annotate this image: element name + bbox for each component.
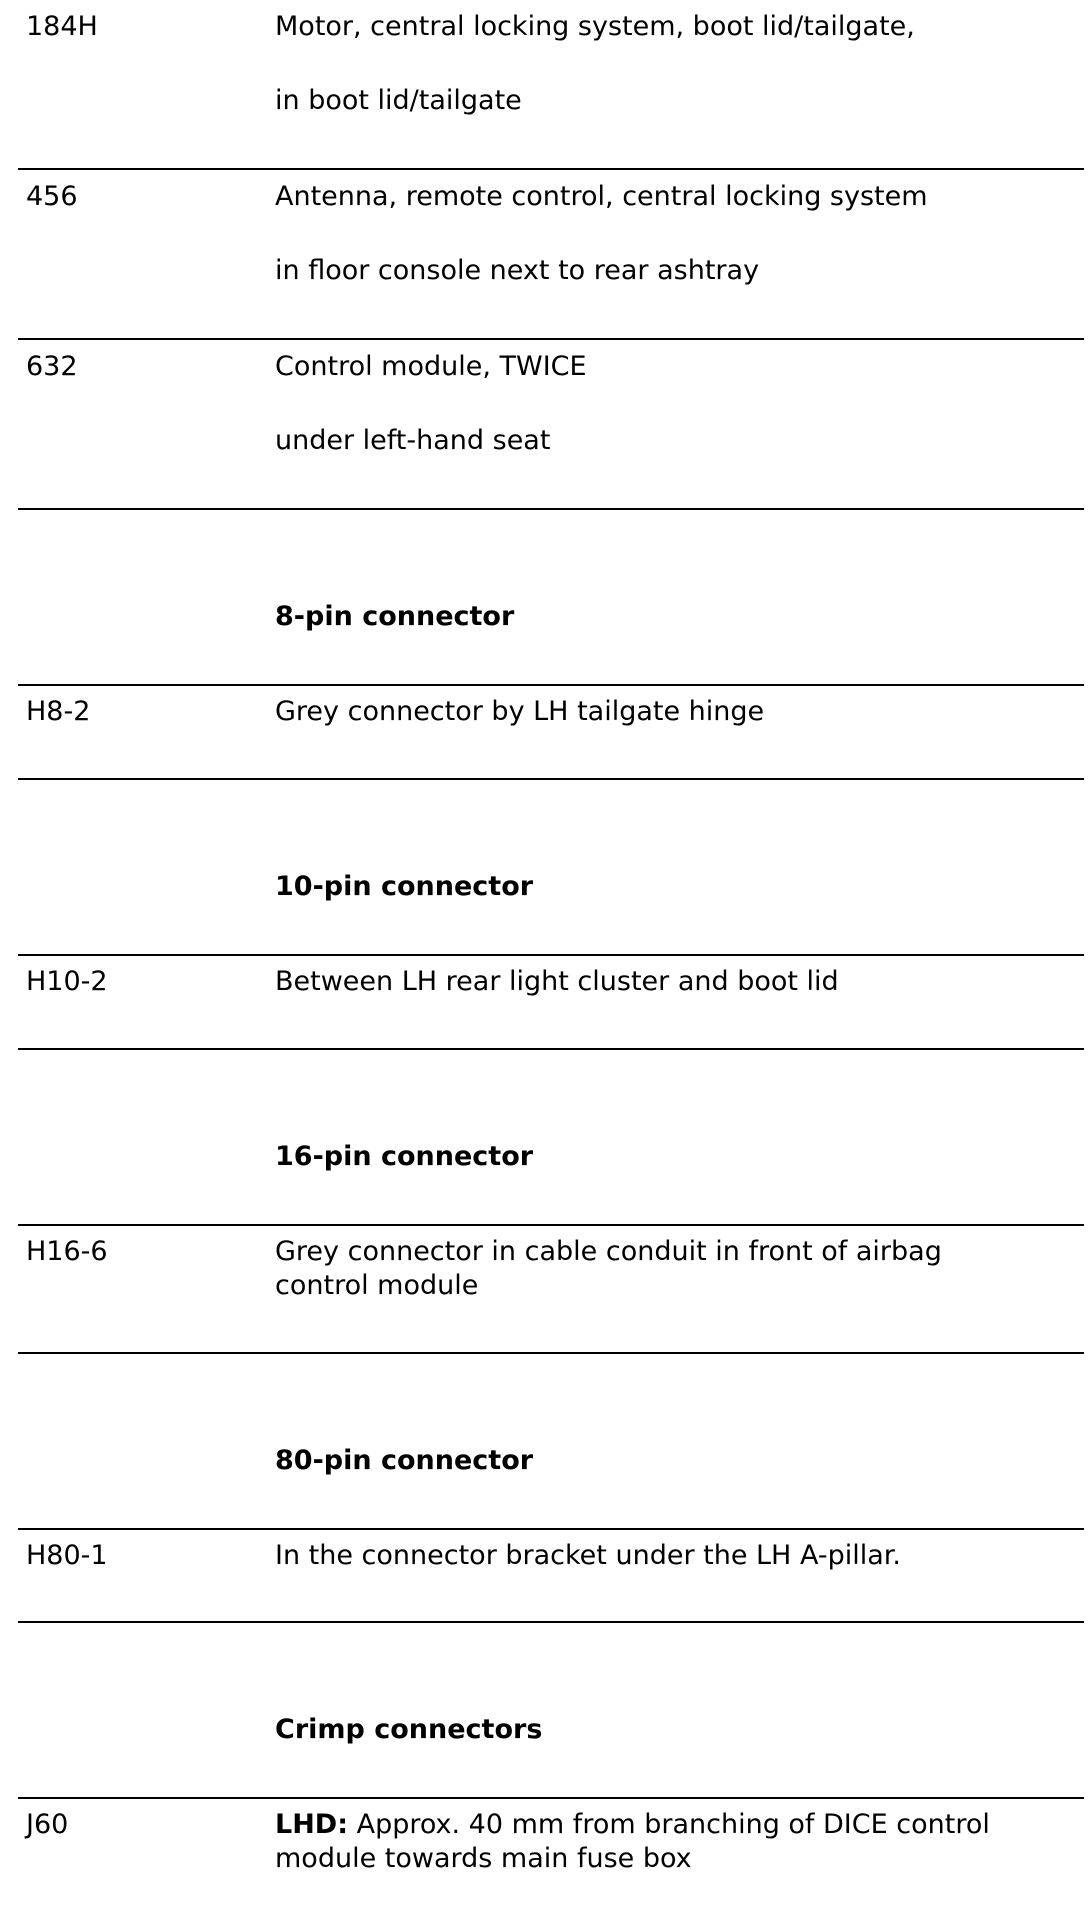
connector-location: Between LH rear light cluster and boot lid xyxy=(275,966,839,997)
section-heading-row xyxy=(18,1444,1084,1484)
connector-location xyxy=(275,1808,1055,1876)
row-divider xyxy=(18,778,1084,780)
connector-location: Grey connector by LH tailgate hinge xyxy=(275,696,765,727)
row-divider xyxy=(18,338,1084,340)
connector-code: H10-2 xyxy=(26,966,108,997)
section-heading-row xyxy=(18,1713,1084,1753)
component-description: Motor, central locking system, boot lid/tailgate, xyxy=(275,11,915,42)
table-row xyxy=(18,965,1084,1035)
section-heading: 16-pin connector xyxy=(275,1141,534,1172)
component-code: 184H xyxy=(26,11,98,42)
row-divider xyxy=(18,1048,1084,1050)
component-location: under left-hand seat xyxy=(275,425,551,456)
section-heading: Crimp connectors xyxy=(275,1714,543,1745)
table-row xyxy=(18,350,1084,500)
connector-code: J60 xyxy=(26,1809,69,1840)
section-heading: 10-pin connector xyxy=(275,871,534,902)
component-code: 456 xyxy=(26,181,78,212)
component-description: Control module, TWICE xyxy=(275,351,587,382)
table-row xyxy=(18,695,1084,765)
lhd-label: LHD: xyxy=(275,1809,349,1840)
section-heading: 80-pin connector xyxy=(275,1445,534,1476)
connector-code: H16-6 xyxy=(26,1236,108,1267)
section-heading-row xyxy=(18,600,1084,640)
row-divider xyxy=(18,1352,1084,1354)
connector-location: In the connector bracket under the LH A-pillar. xyxy=(275,1540,901,1571)
connector-code: H8-2 xyxy=(26,696,91,727)
component-description: Antenna, remote control, central locking system xyxy=(275,181,928,212)
row-divider xyxy=(18,684,1084,686)
row-divider xyxy=(18,1797,1084,1799)
connector-code: H80-1 xyxy=(26,1540,108,1571)
row-divider xyxy=(18,508,1084,510)
table-row xyxy=(18,1539,1084,1609)
table-row xyxy=(18,180,1084,330)
table-row xyxy=(18,1235,1084,1335)
component-location: in floor console next to rear ashtray xyxy=(275,255,760,286)
component-location: in boot lid/tailgate xyxy=(275,85,522,116)
section-heading: 8-pin connector xyxy=(275,601,515,632)
component-code: 632 xyxy=(26,351,78,382)
row-divider xyxy=(18,954,1084,956)
table-row xyxy=(18,10,1084,160)
section-heading-row xyxy=(18,1140,1084,1180)
row-divider xyxy=(18,1621,1084,1623)
connector-location: Grey connector in cable conduit in front of airbag control module xyxy=(275,1236,942,1301)
table-row xyxy=(18,1808,1084,1898)
row-divider xyxy=(18,1528,1084,1530)
row-divider xyxy=(18,168,1084,170)
section-heading-row xyxy=(18,870,1084,910)
row-divider xyxy=(18,1224,1084,1226)
connector-location-text: Approx. 40 mm from branching of DICE control module towards main fuse box xyxy=(275,1809,990,1874)
